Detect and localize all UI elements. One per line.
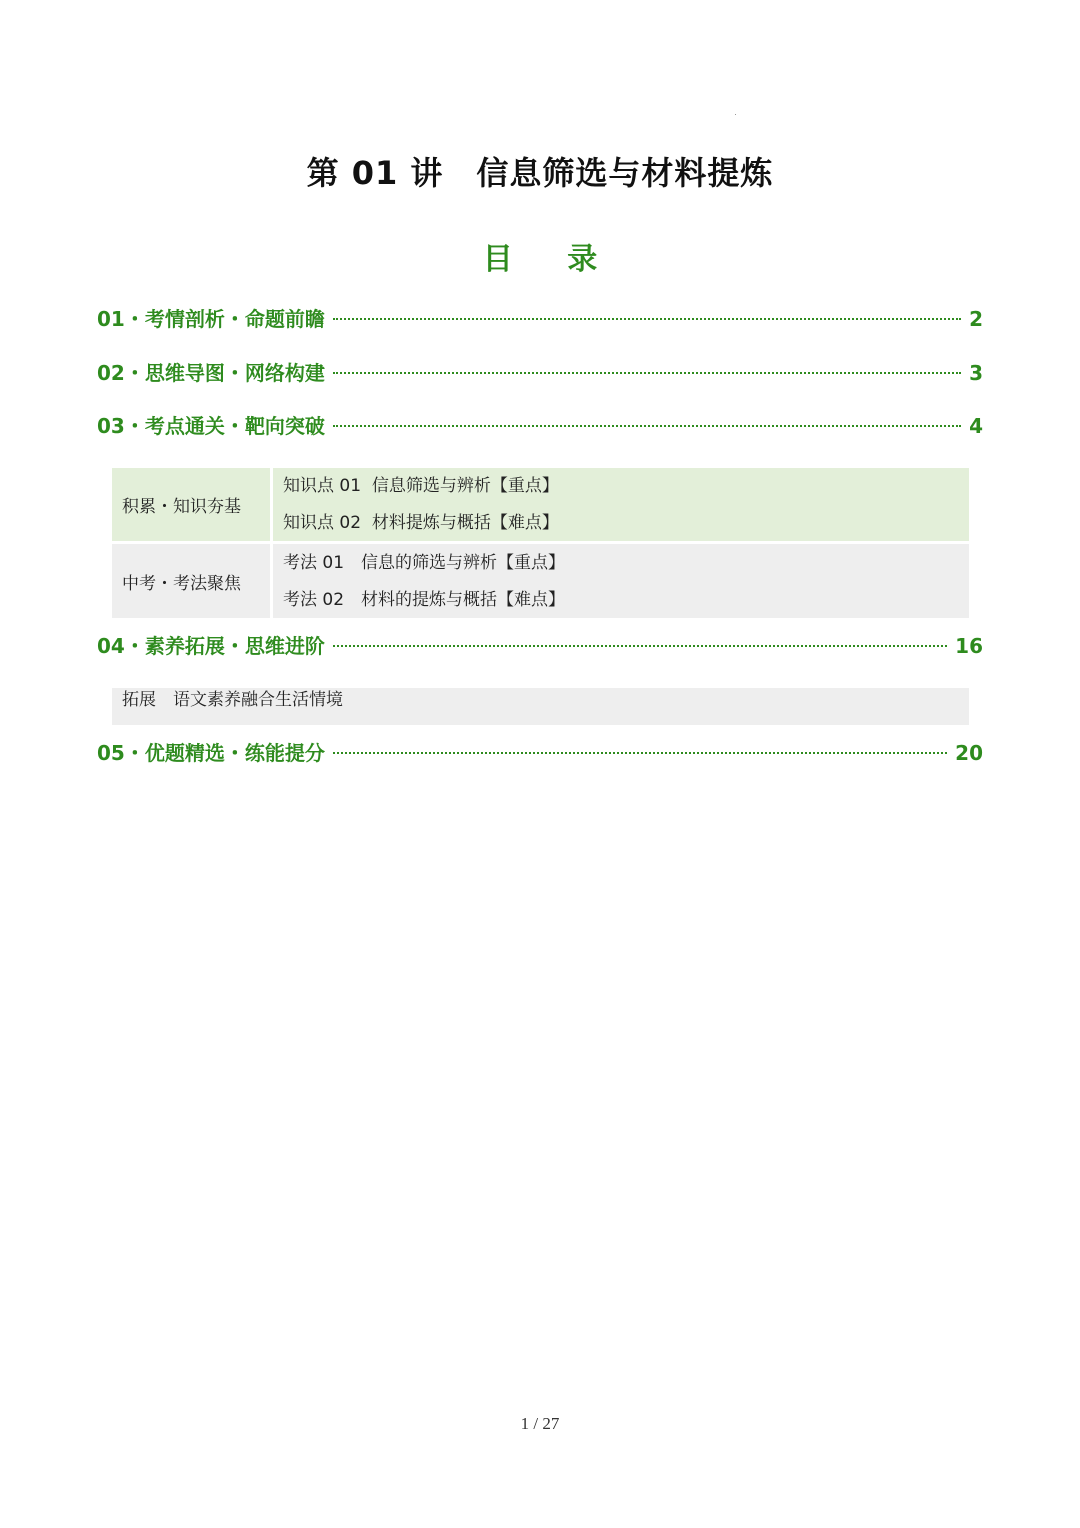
toc-entry-label: 02・思维导图・网络构建 (97, 361, 325, 385)
dot-leader (333, 752, 947, 754)
sub-toc-item[interactable]: 知识点 02 材料提炼与概括【难点】 (283, 512, 559, 533)
dot-leader (333, 645, 947, 647)
toc-heading: 目 录 (482, 242, 620, 277)
dot-leader (333, 372, 961, 374)
toc-entry-label: 03・考点通关・靶向突破 (97, 414, 325, 438)
toc-entry-04[interactable] (97, 631, 983, 661)
speck-mark (735, 114, 736, 115)
toc-entry-05[interactable] (97, 738, 983, 768)
toc-entry-page: 3 (969, 361, 983, 385)
dot-leader (333, 318, 961, 320)
sub-toc-item[interactable]: 知识点 01 信息筛选与辨析【重点】 (283, 476, 559, 497)
toc-entry-page: 4 (969, 414, 983, 438)
toc-entry-03[interactable] (97, 411, 983, 441)
toc-entry-label: 01・考情剖析・命题前瞻 (97, 307, 325, 331)
toc-entry-label: 04・素养拓展・思维进阶 (97, 634, 325, 658)
toc-entry-02[interactable] (97, 358, 983, 388)
toc-entry-page: 20 (955, 741, 983, 765)
toc-entry-01[interactable] (97, 304, 983, 334)
exam-block (112, 544, 969, 618)
knowledge-block-items (273, 468, 969, 541)
page-indicator: 1 / 27 (520, 1414, 560, 1433)
extension-item[interactable]: 拓展 语文素养融合生活情境 (112, 688, 969, 725)
toc-entry-label: 05・优题精选・练能提分 (97, 741, 325, 765)
knowledge-block (112, 468, 969, 541)
toc-entry-page: 16 (955, 634, 983, 658)
toc-entry-page: 2 (969, 307, 983, 331)
dot-leader (333, 425, 961, 427)
knowledge-block-label: 积累・知识夯基 (112, 468, 270, 541)
page-title: 第 01 讲 信息筛选与材料提炼 (306, 154, 774, 192)
exam-block-label: 中考・考法聚焦 (112, 544, 270, 618)
sub-toc-item[interactable]: 考法 01 信息的筛选与辨析【重点】 (283, 552, 566, 573)
exam-block-items (273, 544, 969, 618)
sub-toc-item[interactable]: 考法 02 材料的提炼与概括【难点】 (283, 589, 566, 610)
